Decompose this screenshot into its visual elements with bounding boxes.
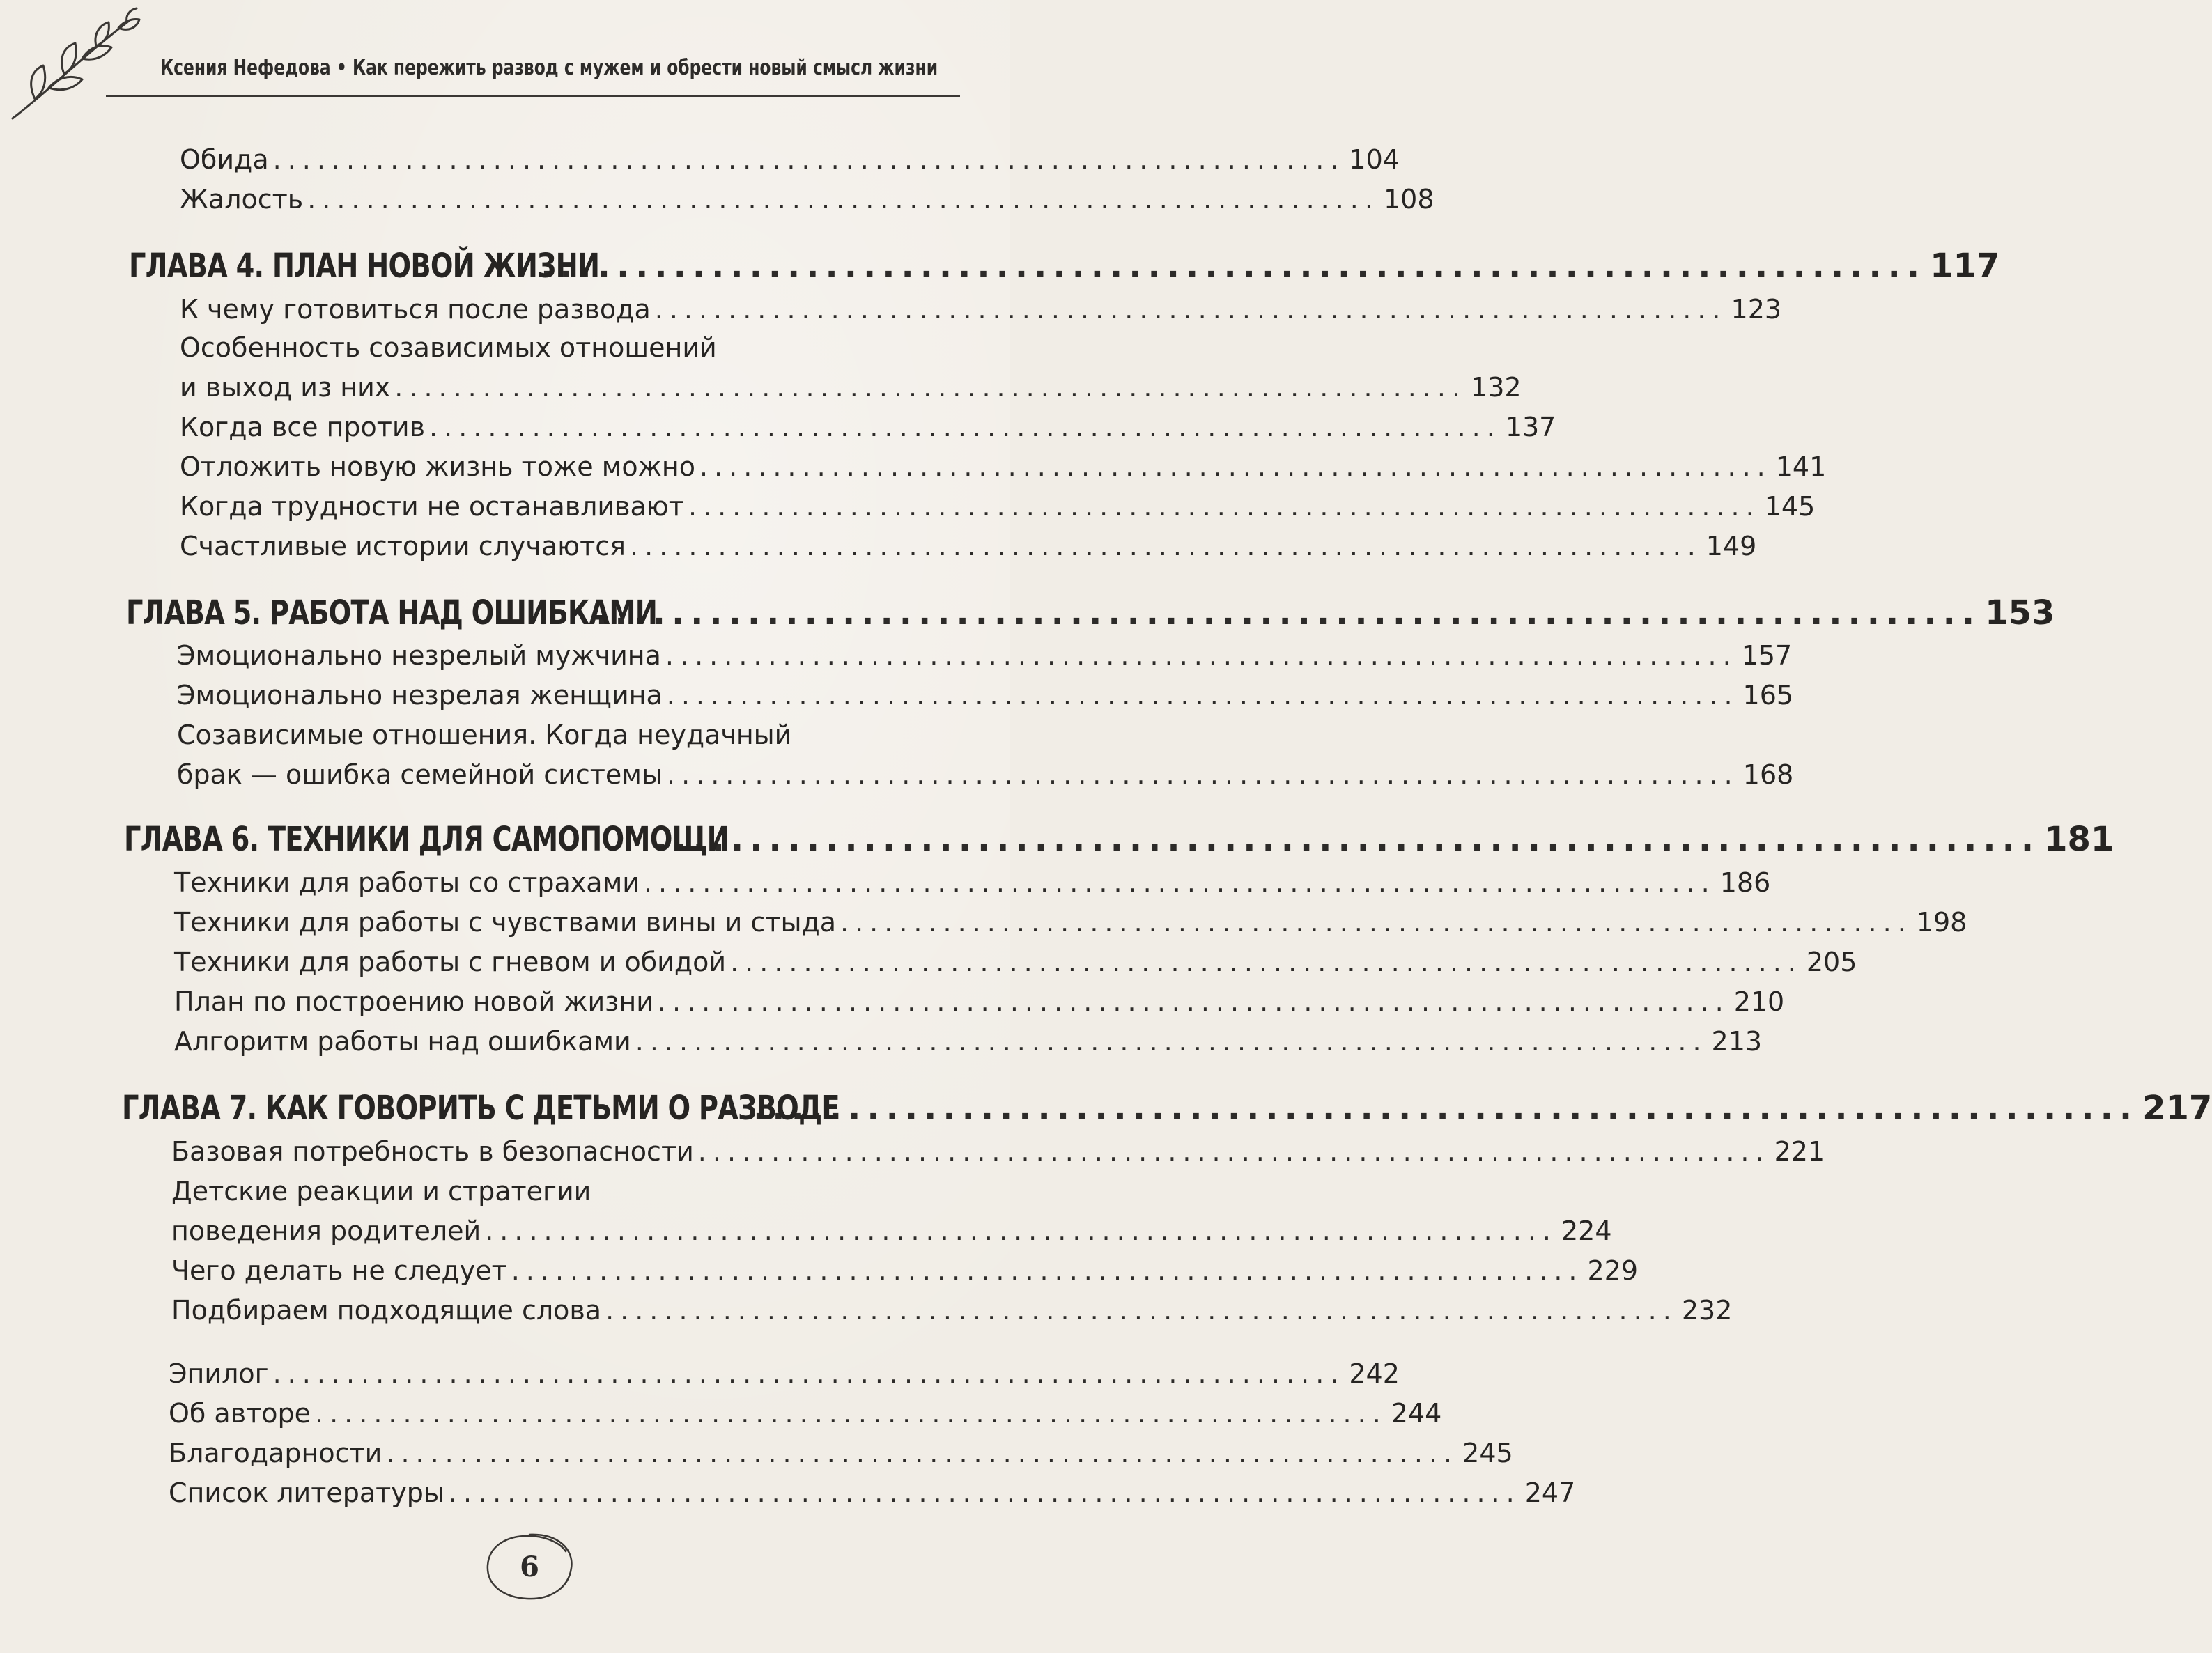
toc-chapter-heading[interactable]	[124, 820, 2114, 859]
toc-entry[interactable]	[177, 758, 1794, 791]
toc-entry-page: 247	[1524, 1477, 1576, 1508]
toc-entry[interactable]	[180, 529, 1757, 563]
toc-leader-dots: .........................................................................	[315, 1398, 1387, 1429]
toc-chapter-title: ГЛАВА 5. РАБОТА НАД ОШИБКАМИ	[126, 593, 658, 633]
toc-entry-title: К чему готовиться после развода	[180, 294, 651, 325]
toc-entry[interactable]	[171, 1254, 1639, 1287]
toc-entry[interactable]	[174, 906, 1967, 939]
toc-entry-page: 229	[1587, 1255, 1639, 1286]
toc-entry[interactable]	[180, 450, 1827, 483]
toc-chapter-heading[interactable]	[129, 247, 2000, 286]
toc-entry-page: 132	[1471, 372, 1522, 403]
toc-entry-title: Жалость	[180, 184, 304, 215]
toc-entry-title: Алгоритм работы над ошибками	[174, 1026, 631, 1057]
toc-entry-title: Эмоционально незрелая женщина	[177, 680, 663, 711]
toc-entry[interactable]	[171, 1135, 1825, 1168]
toc-leader-dots: .........................................................................	[511, 1255, 1584, 1286]
toc-entry[interactable]	[171, 1214, 1612, 1248]
toc-entry[interactable]	[174, 1025, 1763, 1058]
toc-leader-dots: .........................................................................	[688, 491, 1761, 522]
toc-entry-page: 213	[1711, 1026, 1763, 1057]
toc-entry-title: Благодарности	[169, 1438, 382, 1468]
toc-chapter-page: 153	[1985, 593, 2055, 633]
toc-leader-dots: .........................................................................	[429, 412, 1501, 442]
toc-entry-page: 141	[1775, 451, 1827, 482]
toc-leader-dots: .........................................................................	[730, 947, 1802, 977]
toc-entry-title: Список литературы	[169, 1477, 444, 1508]
toc-entry-page: 232	[1681, 1295, 1733, 1326]
toc-entry-title: Обида	[180, 144, 269, 175]
toc-leader-dots: .........................................................................	[654, 294, 1727, 325]
toc-leader-dots: .........................................................................	[840, 907, 1912, 938]
toc-entry[interactable]	[180, 371, 1522, 404]
toc-entry-title: Счастливые истории случаются	[180, 531, 626, 561]
toc-entry-page: 149	[1706, 531, 1757, 561]
toc-entry[interactable]	[171, 1294, 1733, 1327]
toc-entry-title: Базовая потребность в безопасности	[171, 1136, 694, 1167]
toc-entry-title-line2: брак — ошибка семейной системы	[177, 759, 663, 790]
toc-chapter-title: ГЛАВА 7. КАК ГОВОРИТЬ С ДЕТЬМИ О РАЗВОДЕ	[122, 1089, 840, 1128]
running-header: Ксения Нефедова • Как пережить развод с мужем и обрести новый смысл жизни	[160, 56, 938, 80]
toc-leader-dots: .........................................................................	[697, 1136, 1770, 1167]
toc-leader-dots: .........................................................................	[643, 867, 1716, 898]
toc-chapter-page: 217	[2142, 1089, 2212, 1128]
toc-entry-title: Когда трудности не останавливают	[180, 491, 684, 522]
toc-entry-page: 224	[1561, 1216, 1612, 1246]
toc-entry-title-line2: и выход из них	[180, 372, 391, 403]
toc-leader-dots: .........................................................................	[630, 531, 1702, 561]
toc-leader-dots: .........................................................................	[699, 451, 1772, 482]
toc-entry-title-line1[interactable]: Детские реакции и стратегии	[171, 1176, 591, 1206]
toc-entry-title: Эмоционально незрелый мужчина	[177, 640, 661, 671]
toc-entry-page: 157	[1741, 640, 1793, 671]
toc-entry-page: 165	[1742, 680, 1794, 711]
toc-entry-page: 145	[1764, 491, 1816, 522]
toc-entry-page: 104	[1349, 144, 1400, 175]
toc-entry-title-line1[interactable]: Созависимые отношения. Когда неудачный	[177, 720, 792, 750]
toc-entry-page: 210	[1733, 986, 1785, 1017]
toc-leader-dots: .........................................................................	[448, 1477, 1521, 1508]
toc-entry[interactable]	[180, 490, 1816, 523]
toc-leader-dots: .........................................................................	[655, 820, 2041, 859]
toc-entry-page: 123	[1731, 294, 1782, 325]
toc-leader-dots: .........................................................................	[272, 144, 1345, 175]
toc-entry[interactable]	[174, 985, 1785, 1018]
toc-entry[interactable]	[180, 183, 1434, 216]
toc-leader-dots: .........................................................................	[666, 680, 1739, 711]
toc-leader-dots: .........................................................................	[657, 986, 1730, 1017]
toc-entry-page: 137	[1505, 412, 1556, 442]
toc-entry-page: 242	[1349, 1358, 1400, 1389]
toc-entry[interactable]	[169, 1397, 1442, 1430]
toc-entry[interactable]	[180, 410, 1556, 444]
toc-entry-page: 221	[1774, 1136, 1825, 1167]
toc-entry[interactable]	[180, 293, 1782, 326]
toc-entry-title: Когда все против	[180, 412, 426, 442]
toc-entry[interactable]	[169, 1357, 1400, 1390]
page-number	[481, 1530, 578, 1604]
toc-chapter-page: 117	[1930, 247, 2000, 286]
toc-entry-title: План по построению новой жизни	[174, 986, 653, 1017]
toc-leader-dots: .........................................................................	[485, 1216, 1557, 1246]
toc-entry[interactable]	[174, 866, 1771, 899]
toc-entry[interactable]	[169, 1476, 1576, 1510]
toc-chapter-page: 181	[2044, 820, 2114, 859]
toc-entry-page: 168	[1742, 759, 1794, 790]
toc-entry-page: 245	[1462, 1438, 1513, 1468]
toc-chapter-heading[interactable]	[126, 593, 2055, 633]
toc-entry[interactable]	[177, 678, 1794, 712]
toc-entry-title: Эпилог	[169, 1358, 269, 1389]
toc-entry-title-line2: поведения родителей	[171, 1216, 481, 1246]
toc-entry-title: Техники для работы со страхами	[174, 867, 640, 898]
toc-leader-dots: .........................................................................	[394, 372, 1467, 403]
toc-leader-dots: .........................................................................	[666, 759, 1739, 790]
toc-entry[interactable]	[174, 945, 1857, 979]
toc-entry-page: 198	[1916, 907, 1967, 938]
toc-leader-dots: .........................................................................	[541, 247, 1926, 286]
toc-entry[interactable]	[177, 639, 1793, 672]
page-number-text: 6	[520, 1551, 539, 1583]
toc-leader-dots: .........................................................................	[307, 184, 1379, 215]
toc-entry-title: Техники для работы с гневом и обидой	[174, 947, 727, 977]
toc-leader-dots: .........................................................................	[272, 1358, 1345, 1389]
toc-leader-dots: .........................................................................	[635, 1026, 1708, 1057]
toc-chapter-heading[interactable]	[122, 1089, 2212, 1128]
toc-entry-title: Отложить новую жизнь тоже можно	[180, 451, 695, 482]
toc-entry-title-line1[interactable]: Особенность созависимых отношений	[180, 332, 717, 363]
toc-entry-title: Об авторе	[169, 1398, 311, 1429]
toc-entry[interactable]	[169, 1436, 1513, 1470]
toc-leader-dots: .........................................................................	[605, 1295, 1678, 1326]
toc-chapter-title: ГЛАВА 6. ТЕХНИКИ ДЛЯ САМОПОМОЩИ	[124, 820, 729, 859]
toc-entry-title: Подбираем подходящие слова	[171, 1295, 602, 1326]
toc-entry-page: 186	[1719, 867, 1771, 898]
toc-leader-dots: .........................................................................	[753, 1089, 2139, 1128]
toc-leader-dots: .........................................................................	[596, 593, 1981, 633]
toc-entry[interactable]	[180, 143, 1400, 176]
toc-entry-page: 244	[1391, 1398, 1442, 1429]
toc-chapter-title: ГЛАВА 4. ПЛАН НОВОЙ ЖИЗНИ	[129, 247, 600, 286]
toc-entry-title: Чего делать не следует	[171, 1255, 507, 1286]
toc-entry-page: 108	[1383, 184, 1434, 215]
toc-entry-title: Техники для работы с чувствами вины и стыда	[174, 907, 836, 938]
toc-entry-page: 205	[1806, 947, 1857, 977]
toc-leader-dots: .........................................................................	[386, 1438, 1459, 1468]
toc-leader-dots: .........................................................................	[665, 640, 1738, 671]
